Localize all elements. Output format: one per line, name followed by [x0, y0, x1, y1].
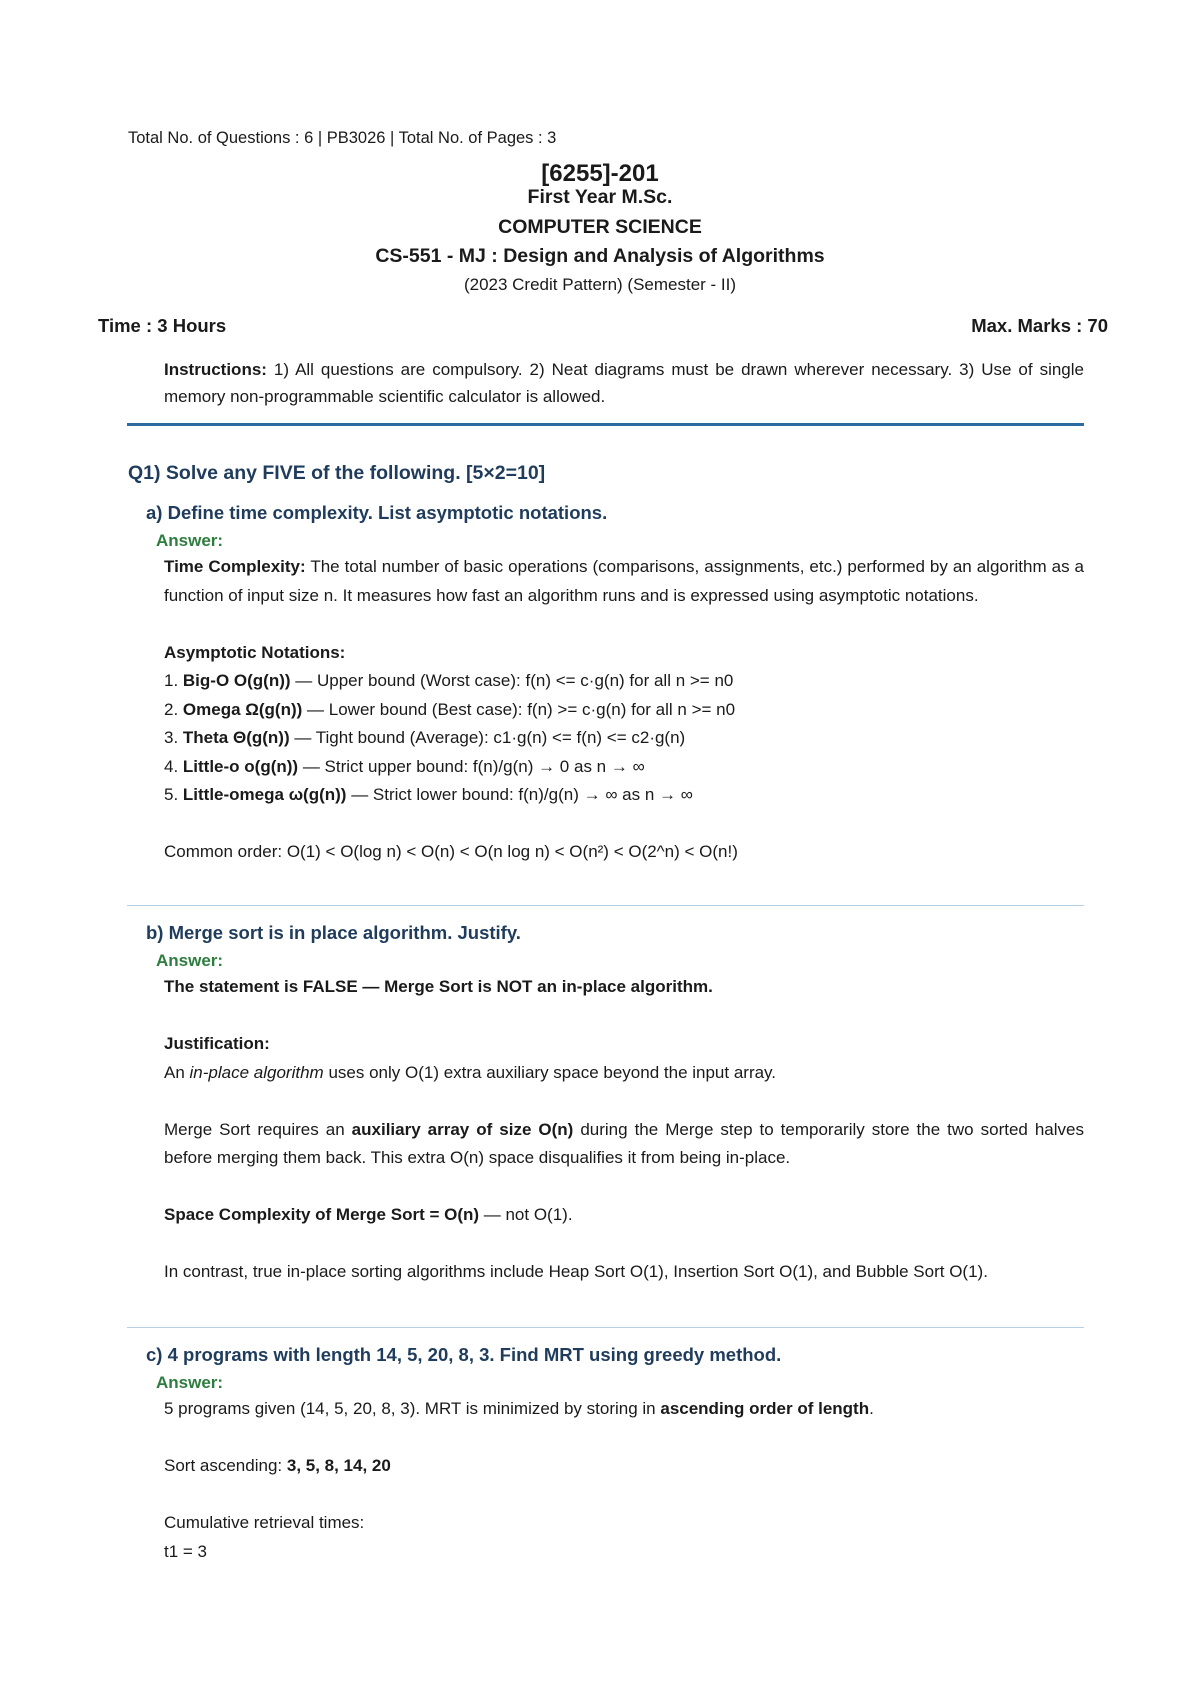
question-1c: c) 4 programs with length 14, 5, 20, 8, 3. Find MRT using greedy method.	[146, 1344, 782, 1365]
time-complexity-label: Time Complexity:	[164, 557, 306, 576]
question-1a: a) Define time complexity. List asymptotic notations.	[146, 502, 608, 523]
justification-label: Justification:	[164, 1034, 270, 1053]
time-complexity-definition	[164, 553, 1084, 610]
answer-1c-body	[164, 1395, 1084, 1566]
section-divider	[127, 905, 1084, 906]
asymptotic-notations-label: Asymptotic Notations:	[164, 642, 346, 662]
statement	[164, 973, 1084, 1002]
meta-line: Total No. of Questions : 6 | PB3026 | Total No. of Pages : 3	[128, 129, 557, 147]
instructions-label: Instructions:	[164, 360, 267, 379]
question-1b: b) Merge sort is in place algorithm. Justify.	[146, 922, 521, 943]
answer-1a-body	[164, 553, 1084, 867]
given-text: 5 programs given (14, 5, 20, 8, 3). MRT is minimized by storing in ascending order of length.	[164, 1399, 874, 1418]
paper-code: [6255]-201	[541, 160, 659, 187]
contrast-text: In contrast, true in-place sorting algorithms include Heap Sort O(1), Insertion Sort O(1), and Bubble Sort O(1).	[164, 1262, 988, 1281]
answer-label-c: Answer:	[156, 1373, 224, 1392]
time-label: Time : 3 Hours	[98, 315, 227, 336]
common-order: Common order: O(1) < O(log n) < O(n) < O(n log n) < O(n²) < O(2^n) < O(n!)	[164, 842, 738, 861]
sort-ascending: Sort ascending: 3, 5, 8, 14, 20	[164, 1456, 391, 1475]
section-divider	[127, 1327, 1084, 1328]
space-complexity: Space Complexity of Merge Sort = O(n) — not O(1).	[164, 1205, 573, 1224]
t1-value: t1 = 3	[164, 1541, 208, 1561]
justification-heading	[164, 1030, 1084, 1059]
statement-text: The statement is FALSE — Merge Sort is NOT an in-place algorithm.	[164, 977, 713, 996]
merge-explanation: Merge Sort requires an auxiliary array of size O(n) during the Merge step to temporarily store the two sorted halves before merging them back. This extra O(n) space disqualifies it from being in-place.	[164, 1119, 1084, 1167]
notation-item: 4. Little-o o(g(n)) — Strict upper bound: f(n)/g(n) → 0 as n → ∞	[164, 756, 645, 776]
answer-1b-body	[164, 973, 1084, 1287]
subject-title: COMPUTER SCIENCE	[498, 216, 702, 238]
notation-item: 3. Theta Θ(g(n)) — Tight bound (Average): c1·g(n) <= f(n) <= c2·g(n)	[164, 728, 686, 747]
answer-label-a: Answer:	[156, 531, 224, 550]
max-marks-label: Max. Marks : 70	[971, 315, 1108, 336]
cumulative-label: Cumulative retrieval times:	[164, 1513, 365, 1532]
notation-item: 1. Big-O O(g(n)) — Upper bound (Worst case): f(n) <= c·g(n) for all n >= n0	[164, 671, 734, 690]
year-title: First Year M.Sc.	[527, 186, 673, 208]
pattern-line: (2023 Credit Pattern) (Semester - II)	[463, 275, 737, 294]
instructions-text: 1) All questions are compulsory. 2) Neat diagrams must be drawn wherever necessary. 3) Use of single memory non-programmable scientific calculator is allowed.	[164, 360, 1084, 406]
asymptotic-notations-heading	[164, 639, 1084, 668]
header-divider	[127, 423, 1084, 426]
instructions	[164, 356, 1084, 410]
question-1-heading: Q1) Solve any FIVE of the following. [5×2=10]	[128, 462, 546, 484]
answer-label-b: Answer:	[156, 951, 224, 970]
in-place-definition: An in-place algorithm uses only O(1) extra auxiliary space beyond the input array.	[164, 1062, 777, 1082]
course-title: CS-551 - MJ : Design and Analysis of Algorithms	[375, 245, 825, 267]
time-complexity-text: The total number of basic operations (comparisons, assignments, etc.) performed by an algorithm as a function of input size n. It measures how fast an algorithm runs and is expressed using asymptotic notations.	[164, 557, 1084, 605]
notation-item: 5. Little-omega ω(g(n)) — Strict lower bound: f(n)/g(n) → ∞ as n → ∞	[164, 785, 693, 804]
notation-item: 2. Omega Ω(g(n)) — Lower bound (Best case): f(n) >= c·g(n) for all n >= n0	[164, 699, 736, 719]
